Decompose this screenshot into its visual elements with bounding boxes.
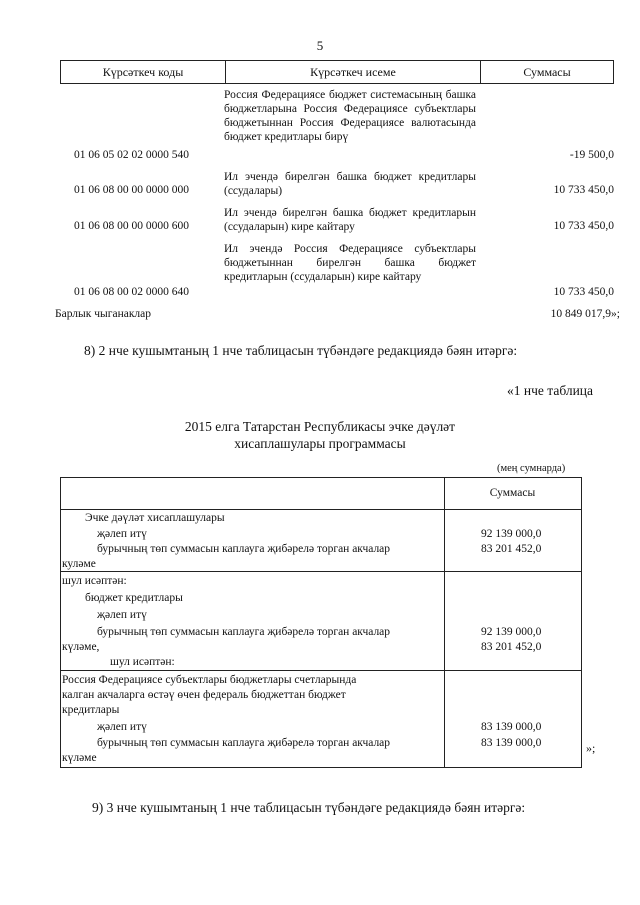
rule [60,477,61,768]
borrowings-table [60,477,582,768]
section-internal-repay: бурычның төп суммасын каплауга җибәрелә торган акчалар [97,543,391,555]
section-federal-attract: җәлеп итү [97,721,147,733]
rule [60,509,582,510]
section-internal-attract: җәлеп итү [97,528,147,540]
row-2-code: 01 06 08 00 00 0000 000 [74,184,189,196]
section-internal-value-1: 92 139 000,0 [481,528,542,540]
row-2-sum: 10 733 450,0 [553,184,614,196]
section-federal-line-1: Россия Федерациясе субъектлары бюджетлары счетларында [62,674,357,686]
section-federal-value-1: 83 139 000,0 [481,721,542,733]
row-3-sum: 10 733 450,0 [553,220,614,232]
row-2-name: Ил эчендә бирелгән башка бюджет кредитлары (ссудалары) [224,171,476,197]
section-federal-value-2: 83 139 000,0 [481,737,542,749]
header-code: Күрсәткеч коды [60,60,226,84]
section-incl-value-2: 83 201 452,0 [481,641,542,653]
title-line-2: хисаплашулары программасы [234,436,406,451]
rule [60,670,582,671]
row-3-name: Ил эчендә бирелгән башка бюджет кредитларын (ссудаларын) кире кайтару [224,207,476,233]
units-note: (мең сумнарда) [497,463,566,474]
header-sum: Суммасы [480,60,614,84]
section-incl-repay: бурычның төп суммасын каплауга җибәрелә торган акчалар [97,626,391,638]
section-internal-value-2: 83 201 452,0 [481,543,542,555]
total-sum: 10 849 017,9»; [550,308,620,320]
section-internal-title: Эчке дәүләт хисаплашулары [85,512,225,524]
total-label: Барлык чыганаклар [55,308,152,320]
row-4-code: 01 06 08 00 02 0000 640 [74,286,189,298]
header-name: Күрсәткеч исеме [225,60,481,84]
rule [60,767,582,768]
table2-header-sum: Суммасы [489,487,536,499]
title-line-1: 2015 елга Татарстан Республикасы эчке дәүләт [184,419,456,434]
section-federal-repay: бурычның төп суммасын каплауга җибәрелә торган акчалар [97,737,391,749]
row-3-code: 01 06 08 00 00 0000 600 [74,220,189,232]
section-incl-budget-credits: бюджет кредитлары [85,592,183,604]
section-incl-sub: шул исәптән: [110,656,175,668]
table-reference: «1 нче таблица [507,383,594,398]
row-1-sum: -19 500,0 [569,149,614,161]
section-federal-line-2: калган акчаларга өстәү өчен федераль бюджеттан бюджет [62,689,346,701]
section-federal-repay-cont: күләме [62,752,97,764]
rule [60,477,582,478]
section-incl-value-1: 92 139 000,0 [481,626,542,638]
section-federal-line-3: кредитлары [62,704,120,716]
paragraph-8: 8) 2 нче кушымтаның 1 нче таблицасын түбәндәге редакциядә бәян итәргә: [84,343,518,358]
section-incl-title: шул исәптән: [62,575,127,587]
row-1-name: Россия Федерациясе бюджет системасының башка бюджетларына Россия Федерациясе субъектлары бюджетыннан Россия Федерациясе валютасында бюджет кредитлары бирү [224,89,476,143]
table2-closing: »; [586,741,596,755]
rule [581,477,582,768]
section-internal-repay-cont: куләме [62,558,96,570]
paragraph-9: 9) 3 нче кушымтаның 1 нче таблицасын түбәндәге редакциядә бәян итәргә: [92,800,526,815]
page-number: 5 [316,38,324,53]
row-4-name: Ил эчендә Россия Федерациясе субъектлары бюджетыннан бирелгән башка бюджет кредитларын (ссудаларын) кире кайтару [224,243,476,283]
section-incl-repay-cont: күләме, [62,641,100,653]
section-incl-attract: җәлеп итү [97,609,147,621]
rule [60,571,582,572]
row-4-sum: 10 733 450,0 [553,286,614,298]
rule [444,477,445,768]
row-1-code: 01 06 05 02 02 0000 540 [74,149,189,161]
